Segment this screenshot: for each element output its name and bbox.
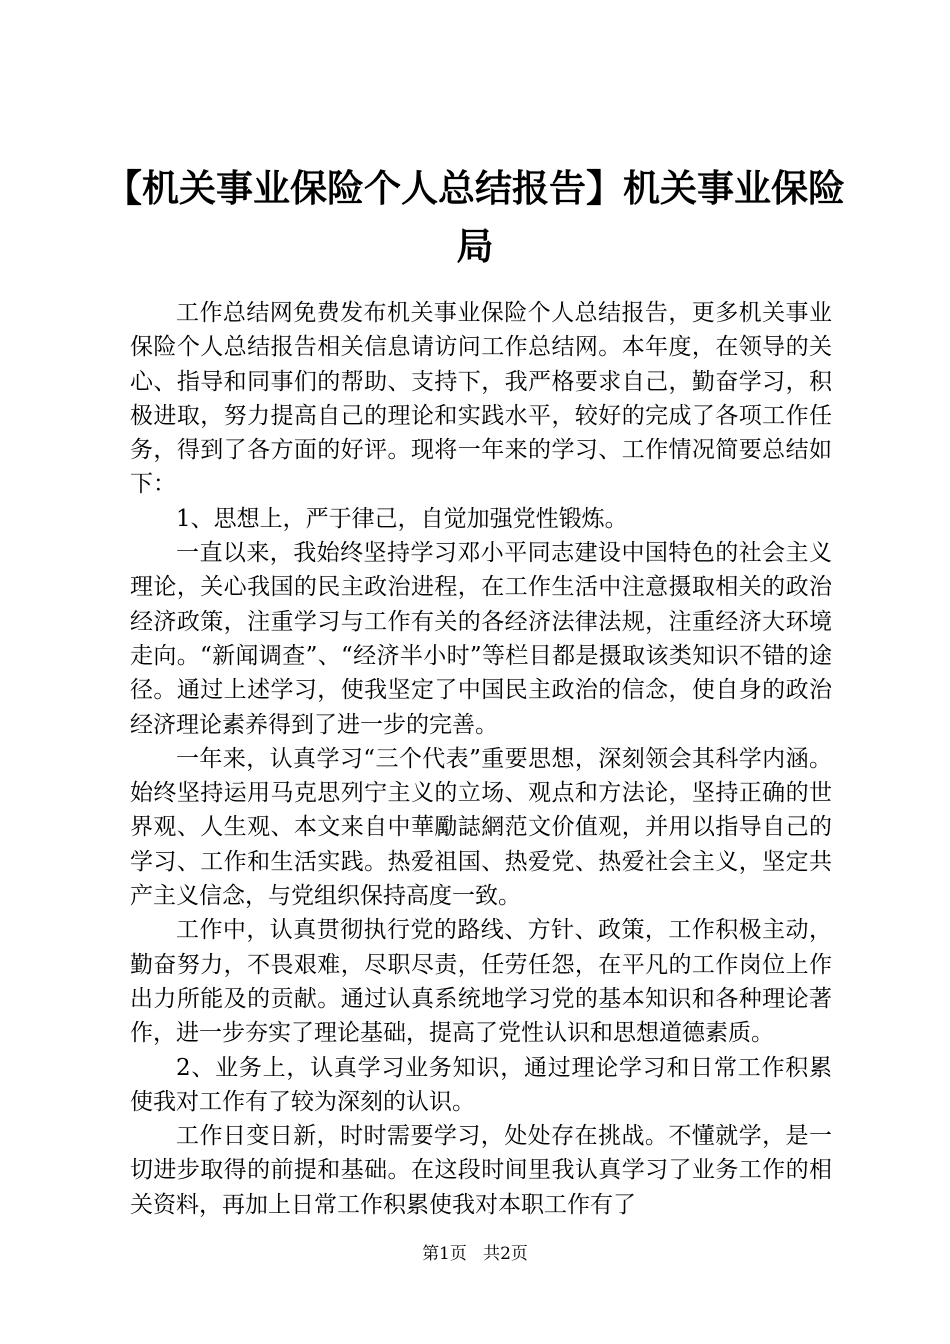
paragraph-heading-1: 1、思想上，严于律己，自觉加强党性锻炼。 (176, 505, 628, 532)
paragraph-intro: 工作总结网免费发布机关事业保险个人总结报告，更多机关事业保险个人总结报告相关信息请访问工作总结网。本年度，在领导的关心、指导和同事们的帮助、支持下，我严格要求自己，勤奋学习，积极进取，努力提高自己的理论和实践水平，较好的完成了各项工作任务，得到了各方面的好评。现将一年来的学习、工作情况简要总结如下： (130, 300, 832, 498)
paragraph-theory-study: 一直以来，我始终坚持学习邓小平同志建设中国特色的社会主义理论，关心我国的民主政治进程，在工作生活中注意摄取相关的政治经济政策，注重学习与工作有关的各经济法律法规，注重经济大环境走向。“新闻调查”、“经济半小时”等栏目都是摄取该类知识不错的途径。通过上述学习，使我坚定了中国民主政治的信念，使自身的政治经济理论素养得到了进一步的完善。 (130, 540, 832, 738)
page-separator (472, 1244, 477, 1264)
paragraph-work-attitude: 工作中，认真贯彻执行党的路线、方针、政策，工作积极主动，勤奋努力，不畏艰难，尽职尽责，任劳任怨，在平凡的工作岗位上作出力所能及的贡献。通过认真系统地学习党的基本知识和各种理论著作，进一步夯实了理论基础，提高了党性认识和思想道德素质。 (130, 917, 832, 1047)
page-number: 第1页 (422, 1244, 467, 1264)
paragraph-heading-2: 2、业务上，认真学习业务知识，通过理论学习和日常工作积累使我对工作有了较为深刻的认识。 (130, 1054, 832, 1115)
paragraph-three-represents: 一年来，认真学习“三个代表”重要思想，深刻领会其科学内涵。始终坚持运用马克思列宁主义的立场、观点和方法论，坚持正确的世界观、人生观、本文来自中華勵誌網范文价值观，并用以指导自己的学习、工作和生活实践。热爱祖国、热爱党、热爱社会主义，坚定共产主义信念，与党组织保持高度一致。 (130, 745, 832, 910)
page-footer (0, 1243, 950, 1265)
paragraph-continuous-learning: 工作日变日新，时时需要学习，处处存在挑战。不懂就学，是一切进步取得的前提和基础。在这段时间里我认真学习了业务工作的相关资料，再加上日常工作积累使我对本职工作有了 (130, 1123, 832, 1218)
page-total: 共2页 (483, 1244, 528, 1264)
document-title: 【机关事业保险个人总结报告】机关事业保险局 (105, 167, 845, 268)
document-body (130, 296, 832, 1222)
